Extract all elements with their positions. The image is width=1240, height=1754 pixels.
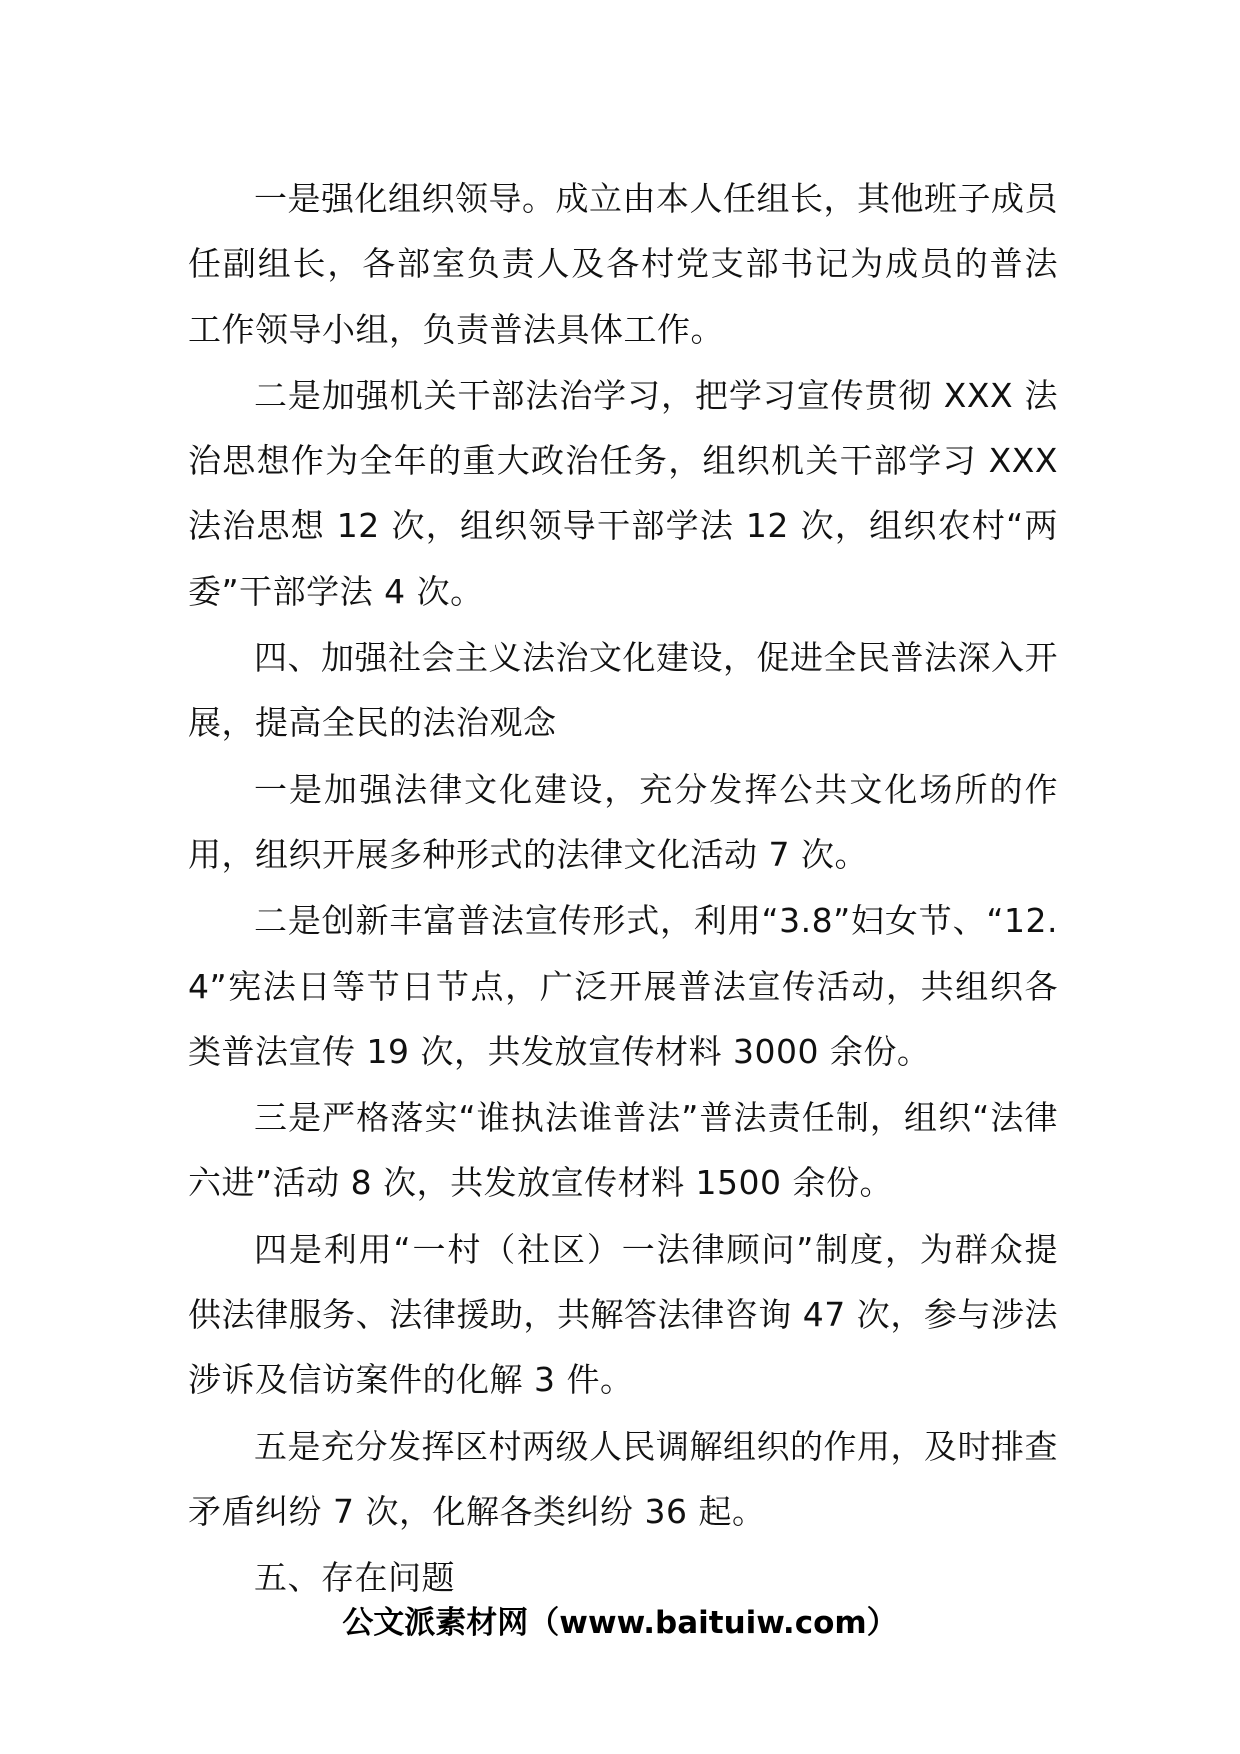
paragraph-2: 二是加强机关干部法治学习，把学习宣传贯彻 XXX 法治思想作为全年的重大政治任务，组织机关干部学习 XXX 法治思想 12 次，组织领导干部学法 12 次，组织农村“两委”干部学法 4 次。: [188, 375, 1058, 611]
paragraph-3: 一是加强法律文化建设，充分发挥公共文化场所的作用，组织开展多种形式的法律文化活动 7 次。: [188, 769, 1058, 874]
document-body: [188, 166, 1058, 1612]
paragraph-4: 二是创新丰富普法宣传形式，利用“3.8”妇女节、“12.4”宪法日等节日节点，广泛开展普法宣传活动，共组织各类普法宣传 19 次，共发放宣传材料 3000 余份。: [188, 901, 1058, 1071]
section-heading-5: 五、存在问题: [254, 1558, 455, 1598]
footer-watermark-text: 公文派素材网（www.baituiw.com）: [342, 1605, 898, 1641]
paragraph-7: 五是充分发挥区村两级人民调解组织的作用，及时排查矛盾纠纷 7 次，化解各类纠纷 36 起。: [188, 1426, 1058, 1531]
paragraph-5: 三是严格落实“谁执法谁普法”普法责任制，组织“法律六进”活动 8 次，共发放宣传材料 1500 余份。: [188, 1098, 1058, 1203]
paragraph-6: 四是利用“一村（社区）一法律顾问”制度，为群众提供法律服务、法律援助，共解答法律咨询 47 次，参与涉法涉诉及信访案件的化解 3 件。: [188, 1229, 1058, 1400]
section-heading-4: 四、加强社会主义法治文化建设，促进全民普法深入开展，提高全民的法治观念: [188, 638, 1058, 743]
paragraph-1: 一是强化组织领导。成立由本人任组长，其他班子成员任副组长，各部室负责人及各村党支部书记为成员的普法工作领导小组，负责普法具体工作。: [188, 179, 1058, 349]
